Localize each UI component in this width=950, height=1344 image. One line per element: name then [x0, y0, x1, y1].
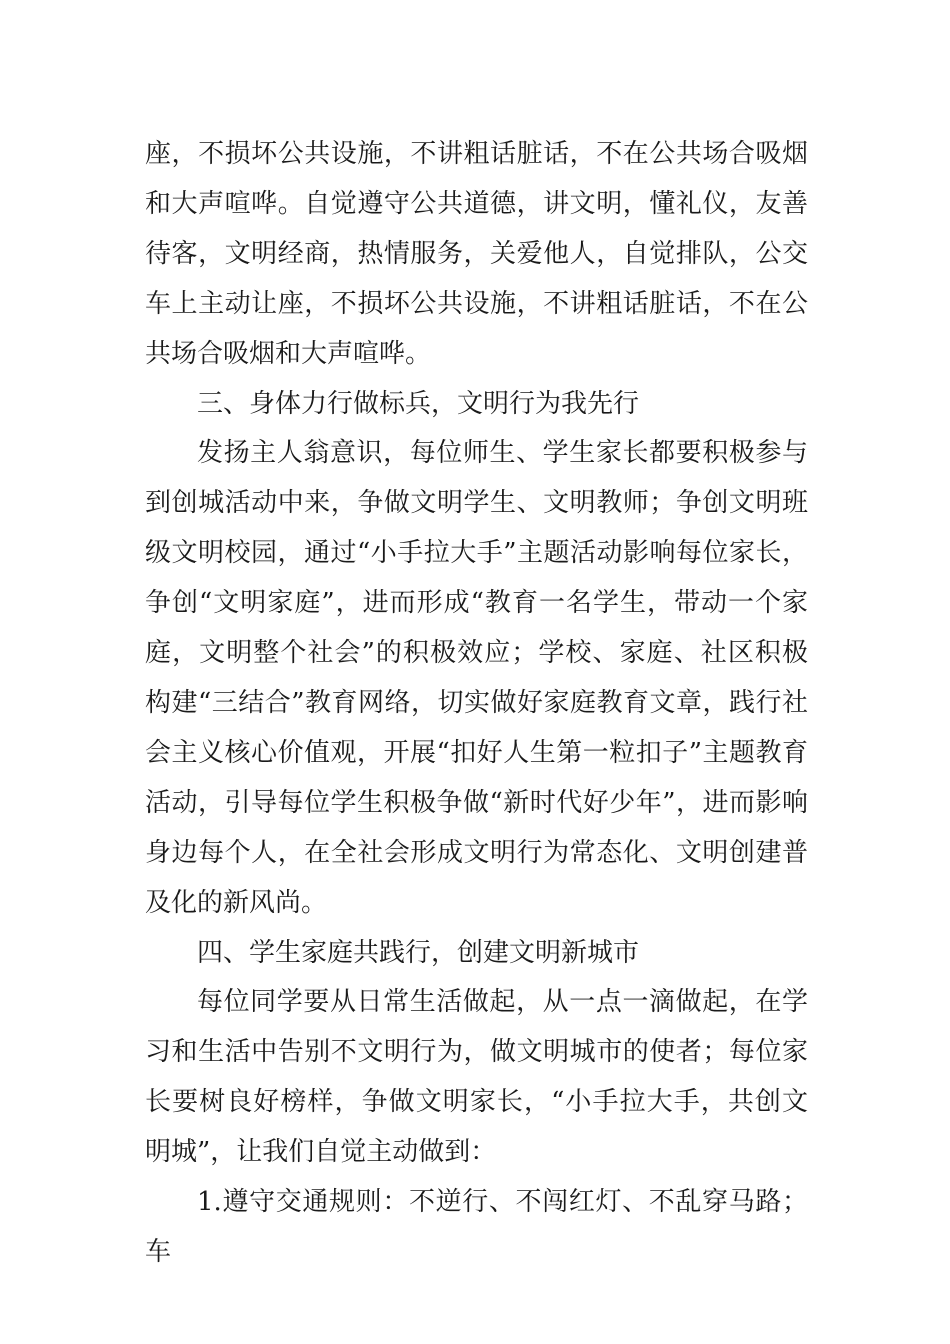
document-body: [145, 130, 808, 1278]
list-item-traffic-rules: 1.遵守交通规则：不逆行、不闯红灯、不乱穿马路；车: [145, 1187, 808, 1267]
paragraph-public-conduct: 座，不损坏公共设施，不讲粗话脏话，不在公共场合吸烟和大声喧哗。自觉遵守公共道德，讲文明，懂礼仪，友善待客，文明经商，热情服务，关爱他人，自觉排队，公交车上主动让座，不损坏公共设施，不讲粗话脏话，不在公共场合吸烟和大声喧哗。: [145, 139, 808, 369]
heading-section-three: 三、身体力行做标兵，文明行为我先行: [197, 388, 640, 419]
heading-section-four: 四、学生家庭共践行，创建文明新城市: [197, 937, 640, 968]
paragraph-section-three-body: 发扬主人翁意识，每位师生、学生家长都要积极参与到创城活动中来，争做文明学生、文明教师；争创文明班级文明校园，通过“小手拉大手”主题活动影响每位家长，争创“文明家庭”，进而形成“教育一名学生，带动一个家庭，文明整个社会”的积极效应；学校、家庭、社区积极构建“三结合”教育网络，切实做好家庭教育文章，践行社会主义核心价值观，开展“扣好人生第一粒扣子”主题教育活动，引导每位学生积极争做“新时代好少年”，进而影响身边每个人，在全社会形成文明行为常态化、文明创建普及化的新风尚。: [145, 438, 808, 918]
paragraph-section-four-body: 每位同学要从日常生活做起，从一点一滴做起，在学习和生活中告别不文明行为，做文明城市的使者；每位家长要树良好榜样，争做文明家长，“小手拉大手，共创文明城”，让我们自觉主动做到：: [145, 987, 808, 1168]
